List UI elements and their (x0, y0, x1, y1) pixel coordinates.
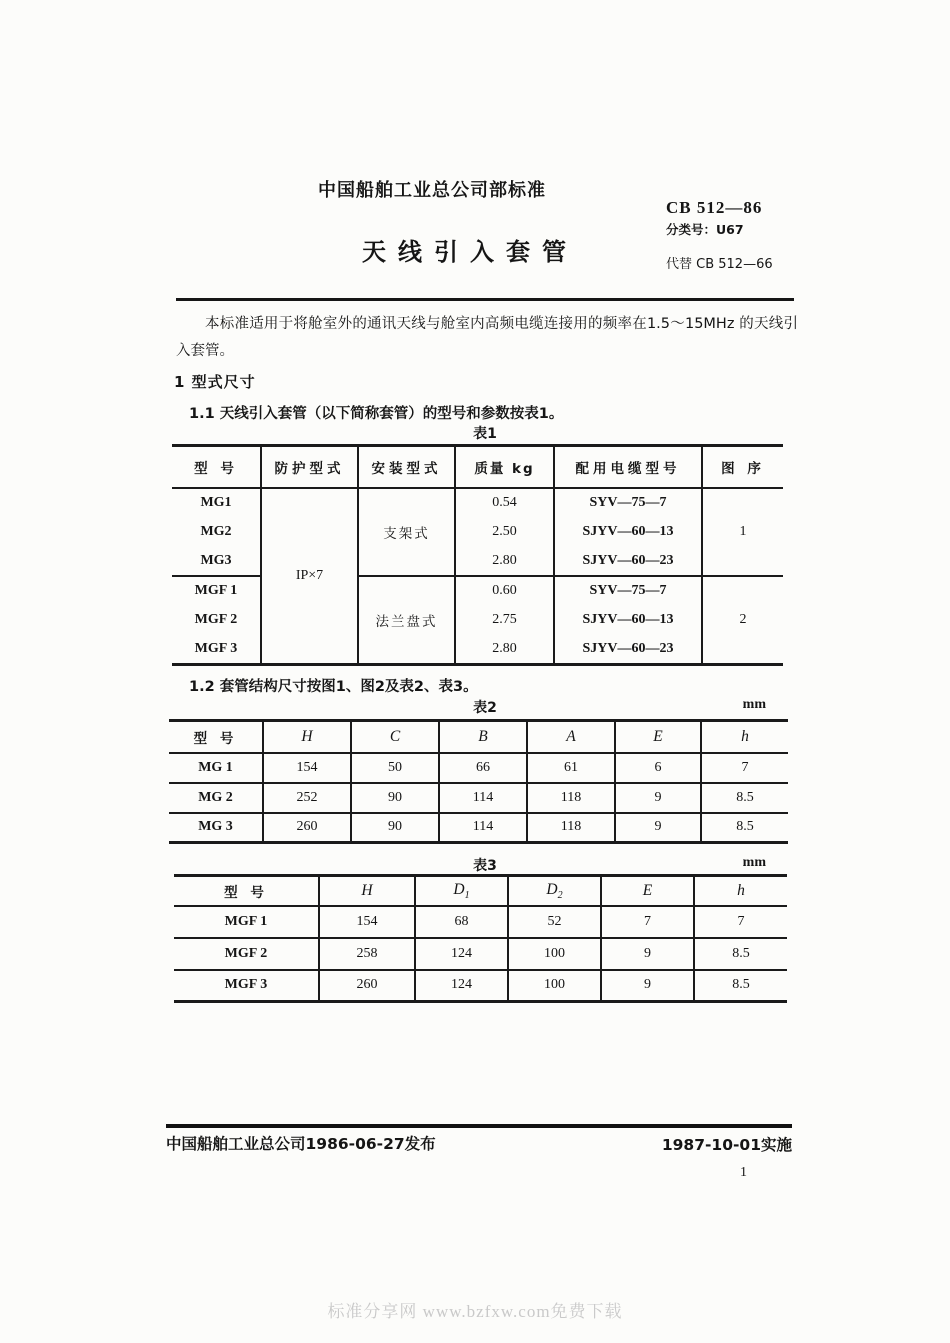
table-3-header-D1-sub: 1 (464, 889, 470, 901)
table-row (174, 970, 787, 1002)
table-row (169, 783, 788, 813)
table-row (169, 753, 788, 783)
table-cell-model: MG2 (200, 523, 232, 539)
table-cell: 8.5 (701, 813, 788, 843)
table-cell-mounting: 法兰盘式 (358, 576, 455, 665)
table-2-unit: mm (742, 697, 766, 712)
table-cell: 9 (601, 938, 694, 970)
standard-code: CB 512—86 (666, 198, 763, 217)
table-cell: MGF 2 (174, 938, 319, 970)
table-row (172, 488, 783, 518)
table-1-header-model: 型 号 (172, 446, 261, 488)
table-cell: 124 (415, 938, 508, 970)
table-2-header-E: E (615, 721, 701, 753)
table-cell-mass: 2.80 (455, 635, 554, 665)
table-2-caption: 表2 (473, 700, 497, 716)
table-cell: 154 (263, 753, 351, 783)
table-3-header-D2 (508, 876, 601, 906)
table-cell: 7 (601, 906, 694, 938)
table-row (174, 906, 787, 938)
clause-1-2: 1.2 套管结构尺寸按图1、图2及表2、表3。 (189, 679, 478, 695)
table-cell-cable: SYV—75—7 (554, 488, 702, 518)
table-cell: 61 (527, 753, 615, 783)
table-3-header-h: h (694, 876, 787, 906)
table-cell: 7 (694, 906, 787, 938)
org-standard-heading: 中国船舶工业总公司部标准 (318, 180, 546, 201)
table-cell: 124 (415, 970, 508, 1002)
table-3 (174, 874, 787, 1003)
table-cell: 154 (319, 906, 415, 938)
table-3-caption-row (176, 855, 794, 875)
table-cell-model: MGF 2 (194, 612, 238, 628)
table-2-caption-row (176, 697, 794, 717)
footer-rule (166, 1124, 792, 1128)
table-cell: 9 (615, 783, 701, 813)
table-cell-protection: IP×7 (261, 488, 358, 665)
table-cell-model: MG1 (200, 494, 232, 510)
table-2 (169, 719, 788, 844)
footer-issued: 中国船舶工业总公司1986-06-27发布 (166, 1135, 436, 1153)
table-cell: MG 3 (169, 813, 263, 843)
table-cell-cable: SJYV—60—13 (554, 517, 702, 547)
table-cell: 8.5 (701, 783, 788, 813)
table-cell: 118 (527, 813, 615, 843)
intro-paragraph: 本标准适用于将舱室外的通讯天线与舱室内高频电缆连接用的频率在1.5～15MHz 的天线引入套管。 (176, 316, 798, 359)
table-1-header-mounting: 安装型式 (358, 446, 455, 488)
table-3-caption: 表3 (473, 858, 497, 874)
table-cell: 66 (439, 753, 527, 783)
table-cell-cable: SJYV—60—13 (554, 606, 702, 636)
table-3-unit: mm (742, 855, 766, 870)
table-1-caption: 表1 (473, 426, 497, 442)
section-1-heading: 1 型式尺寸 (174, 373, 256, 391)
table-cell: 260 (319, 970, 415, 1002)
table-3-header-H: H (319, 876, 415, 906)
table-cell-mass: 2.75 (455, 606, 554, 636)
table-cell-mass: 2.50 (455, 517, 554, 547)
table-cell-mass: 2.80 (455, 547, 554, 577)
table-2-header-A: A (527, 721, 615, 753)
table-1-header-cable: 配用电缆型号 (554, 446, 702, 488)
table-cell: 90 (351, 783, 439, 813)
table-2-header-row (169, 721, 788, 753)
table-2-header-C: C (351, 721, 439, 753)
table-cell: 6 (615, 753, 701, 783)
table-2-header-H: H (263, 721, 351, 753)
table-cell: 100 (508, 938, 601, 970)
document-title: 天线引入套管 (362, 238, 578, 266)
table-cell: 258 (319, 938, 415, 970)
table-1-header-protection: 防护型式 (261, 446, 358, 488)
table-cell: MGF 3 (174, 970, 319, 1002)
table-cell-mounting: 支架式 (358, 488, 455, 577)
table-cell: 9 (601, 970, 694, 1002)
table-cell: 68 (415, 906, 508, 938)
table-cell: 90 (351, 813, 439, 843)
table-3-header-D1-base: D (453, 880, 465, 898)
table-3-header-D2-sub: 2 (557, 889, 563, 901)
table-row (169, 813, 788, 843)
table-3-header-D1 (415, 876, 508, 906)
table-cell-cable: SJYV—60—23 (554, 547, 702, 577)
table-2-header-model: 型 号 (169, 721, 263, 753)
table-cell: 118 (527, 783, 615, 813)
table-cell: MG 2 (169, 783, 263, 813)
table-cell: 114 (439, 813, 527, 843)
table-cell: 8.5 (694, 938, 787, 970)
table-1-header-row (172, 446, 783, 488)
table-cell: 260 (263, 813, 351, 843)
table-cell: 252 (263, 783, 351, 813)
header-rule (176, 298, 794, 301)
class-number: 分类号：U67 (666, 222, 744, 237)
table-cell: 9 (615, 813, 701, 843)
table-1-header-figure: 图 序 (702, 446, 783, 488)
table-cell: MG 1 (169, 753, 263, 783)
clause-1-1: 1.1 天线引入套管（以下简称套管）的型号和参数按表1。 (189, 406, 564, 422)
table-cell-mass: 0.60 (455, 576, 554, 606)
table-cell: 100 (508, 970, 601, 1002)
table-3-header-D2-base: D (546, 880, 558, 898)
page-number: 1 (740, 1165, 747, 1180)
table-1-header-mass: 质量 kg (455, 446, 554, 488)
table-cell: 50 (351, 753, 439, 783)
table-3-header-model: 型 号 (174, 876, 319, 906)
table-cell: 8.5 (694, 970, 787, 1002)
table-cell-model: MGF 1 (172, 576, 261, 606)
table-cell-model: MGF 3 (194, 641, 238, 656)
table-cell-cable: SYV—75—7 (554, 576, 702, 606)
table-2-header-h: h (701, 721, 788, 753)
table-3-header-row (174, 876, 787, 906)
table-cell: 7 (701, 753, 788, 783)
table-1 (172, 444, 783, 666)
table-3-header-E: E (601, 876, 694, 906)
table-cell-figure: 2 (702, 576, 783, 665)
table-cell-mass: 0.54 (455, 488, 554, 518)
table-cell: MGF 1 (174, 906, 319, 938)
footer-effective: 1987-10-01实施 (661, 1136, 792, 1154)
table-row (174, 938, 787, 970)
table-cell: 52 (508, 906, 601, 938)
replaces-note: 代替 CB 512—66 (666, 257, 773, 272)
table-cell-model: MG3 (200, 552, 232, 568)
table-cell-figure: 1 (702, 488, 783, 577)
table-2-header-B: B (439, 721, 527, 753)
table-cell-cable: SJYV—60—23 (554, 635, 702, 665)
watermark: 标准分享网 www.bzfxw.com免费下载 (327, 1302, 623, 1321)
table-cell: 114 (439, 783, 527, 813)
